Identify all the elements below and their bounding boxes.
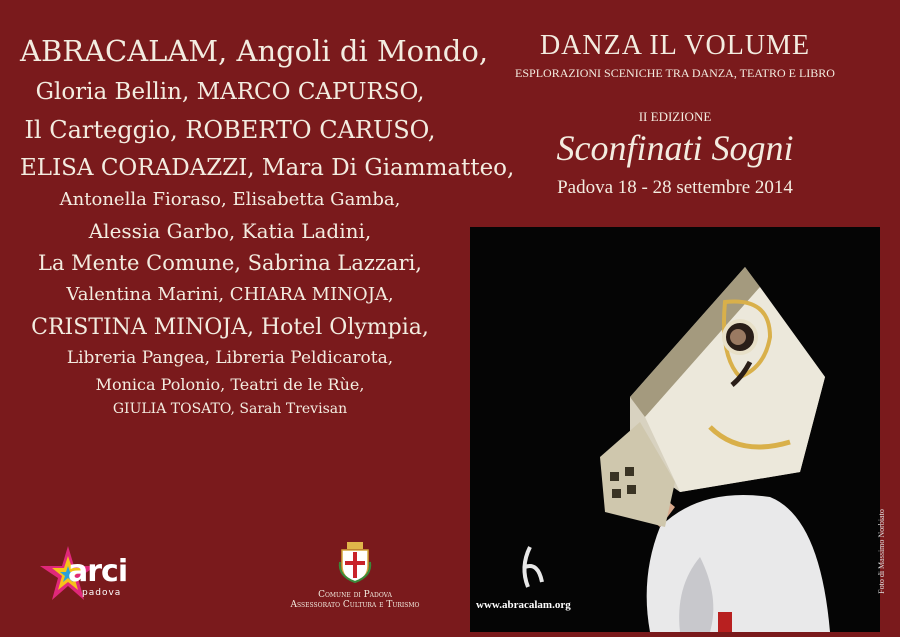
arci-subtitle: padova [82, 588, 122, 598]
participant-line: ABRACALAM, Angoli di Mondo, [20, 34, 489, 68]
photo-illustration [470, 227, 880, 632]
participant-line: La Mente Comune, Sabrina Lazzari, [38, 251, 422, 276]
coat-of-arms-icon [338, 542, 372, 582]
participant-line: Libreria Pangea, Libreria Peldicarota, [66, 347, 394, 368]
arci-wordmark: arci [68, 554, 128, 589]
photo-credit: Foto di Massimo Norbiato [877, 509, 887, 594]
event-header [470, 30, 880, 199]
participant-line: Antonella Fioraso, Elisabetta Gamba, [59, 189, 401, 211]
performance-photo [470, 227, 887, 632]
participant-line: Monica Polonio, Teatri de le Rùe, [95, 374, 365, 394]
comune-department: Assessorato Cultura e Turismo [290, 600, 420, 610]
comune-padova-logo [270, 542, 440, 610]
edition-label: II EDIZIONE [638, 109, 712, 124]
participant-line: GIULIA TOSATO, Sarah Trevisan [112, 400, 348, 417]
arci-logo [38, 544, 128, 604]
show-name: Sconfinati Sogni [556, 128, 794, 168]
comune-name: Comune di Padova [318, 590, 392, 600]
participant-line: Valentina Marini, CHIARA MINOJA, [66, 283, 394, 305]
participant-line: CRISTINA MINOJA, Hotel Olympia, [31, 314, 429, 340]
event-title: DANZA IL VOLUME [539, 30, 811, 61]
participants-list [20, 28, 515, 420]
website-link[interactable]: www.abracalam.org [476, 599, 571, 611]
participant-line: Il Carteggio, ROBERTO CARUSO, [24, 116, 436, 145]
event-dates: Padova 18 - 28 settembre 2014 [557, 177, 793, 198]
sponsor-logos [20, 540, 460, 630]
participant-line: Gloria Bellin, MARCO CAPURSO, [35, 79, 425, 106]
participant-line: ELISA CORADAZZI, Mara Di Giammatteo, [20, 154, 515, 181]
event-subtitle: ESPLORAZIONI SCENICHE TRA DANZA, TEATRO E LIBRO [515, 66, 835, 80]
participant-line: Alessia Garbo, Katia Ladini, [88, 219, 372, 244]
